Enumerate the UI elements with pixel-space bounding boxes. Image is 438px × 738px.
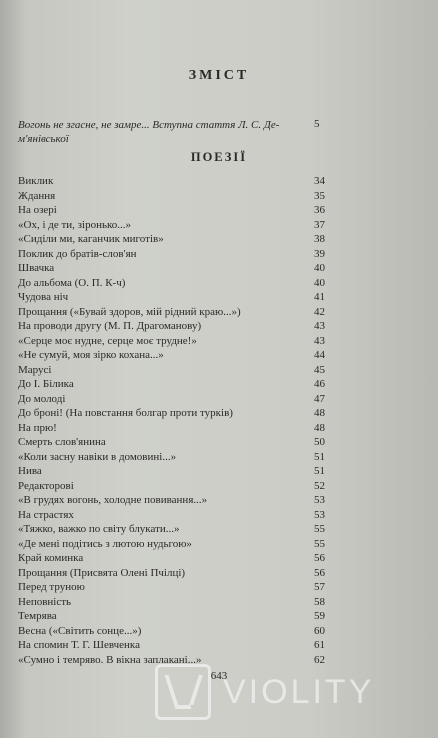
toc-row [18, 522, 338, 537]
toc-entry-title: Поклик до братів-слов'ян [18, 247, 137, 260]
toc-entry-title: Смерть слов'янина [18, 436, 106, 448]
toc-entry-title: Ждання [18, 189, 56, 202]
toc-row [18, 319, 338, 334]
toc-entry-page: 55 [314, 537, 325, 550]
toc-row [18, 276, 338, 291]
contents-heading: ЗМІСТ [188, 68, 250, 83]
toc-entry-page: 48 [314, 421, 325, 434]
toc-entry-page: 34 [314, 175, 325, 187]
toc-entry-title: На спомин Т. Г. Шевченка [18, 639, 140, 651]
toc-entry-title: Перед труною [18, 581, 85, 593]
toc-entry-page: 61 [314, 639, 325, 651]
toc-entry-title: «Ох, і де ти, зіронько...» [18, 218, 132, 231]
toc-entry-page: 58 [314, 595, 325, 608]
toc-row [18, 363, 338, 378]
toc-entry-title: На страстях [18, 508, 74, 521]
toc-entry-title: На озері [18, 204, 57, 216]
violity-logo-icon [155, 664, 211, 720]
toc-row [18, 203, 338, 218]
toc-entry-page: 36 [314, 204, 325, 216]
toc-entry-title: Чудова ніч [18, 291, 69, 303]
toc-row [18, 392, 338, 407]
toc-entry-page: 42 [314, 305, 325, 318]
intro-entry-page: 5 [314, 118, 320, 130]
toc-entry-title: «Коли засну навіки в домовині...» [18, 450, 177, 463]
toc-entry-page: 38 [314, 233, 325, 245]
toc-entry-page: 41 [314, 291, 325, 303]
toc-entry-page: 62 [314, 653, 325, 666]
toc-entry-page: 52 [314, 479, 325, 492]
toc-entry-page: 60 [314, 624, 325, 637]
watermark [155, 664, 374, 720]
toc-entry-page: 50 [314, 436, 325, 448]
toc-row [18, 421, 338, 436]
toc-entry-title: Редакторові [18, 479, 74, 492]
toc-entry-title: На проводи другу (М. П. Драгоманову) [18, 320, 202, 332]
toc-row [18, 624, 338, 639]
toc-entry-page: 56 [314, 566, 325, 579]
toc-entry-page: 56 [314, 552, 325, 564]
toc-row [18, 435, 338, 450]
intro-entry-title: Вогонь не згасне, не замре... Вступна стаття Л. С. Де-м'янівської [18, 119, 280, 145]
toc-entry-title: Прощання («Бувай здоров, мій рідний краю...») [18, 305, 241, 318]
page-number: 643 [210, 670, 228, 682]
toc-entry-page: 55 [314, 523, 325, 535]
toc-row [18, 334, 338, 349]
toc-entry-title: «Тяжко, важко по світу блукати...» [18, 523, 180, 535]
toc-row [18, 580, 338, 595]
toc-entry-title: Весна («Світить сонце...») [18, 624, 142, 637]
toc-entry-page: 37 [314, 218, 325, 231]
toc-entry-title: «В грудях вогонь, холодне повивання...» [18, 494, 208, 506]
toc-row [18, 189, 338, 204]
toc-row [18, 406, 338, 421]
toc-entry-page: 43 [314, 334, 325, 347]
toc-entry-page: 53 [314, 494, 325, 506]
toc-entry-title: «Не сумуй, моя зірко кохана...» [18, 349, 164, 361]
toc-row [18, 551, 338, 566]
toc-row [18, 261, 338, 276]
toc-entry-title: Швачка [18, 262, 55, 274]
toc-entry-title: До молоді [18, 392, 66, 405]
toc-row [18, 508, 338, 523]
toc-entry-title: Край коминка [18, 552, 84, 564]
toc-entry-page: 53 [314, 508, 325, 521]
toc-entry-page: 57 [314, 581, 325, 593]
toc-row [18, 377, 338, 392]
toc-entry-page: 47 [314, 392, 325, 405]
toc-row [18, 174, 338, 189]
toc-entry-page: 44 [314, 349, 325, 361]
toc-entry-page: 43 [314, 320, 325, 332]
toc-entry-page: 46 [314, 378, 325, 390]
toc-row [18, 247, 338, 262]
toc-row [18, 218, 338, 233]
toc-row [18, 479, 338, 494]
toc-entry-page: 48 [314, 407, 325, 419]
toc-row [18, 305, 338, 320]
toc-entry-title: «Де мені подітись з лютою нудьгою» [18, 537, 192, 550]
toc-row [18, 638, 338, 653]
toc-row [18, 537, 338, 552]
toc-entry-page: 39 [314, 247, 325, 260]
toc-entry-title: Марусі [18, 363, 52, 376]
toc-row [18, 566, 338, 581]
toc-entry-title: До альбома (О. П. К-ч) [18, 276, 126, 289]
toc-entry-title: «Сиділи ми, каганчик миготів» [18, 233, 164, 245]
toc-list [18, 174, 338, 667]
toc-entry-page: 51 [314, 465, 325, 477]
toc-entry-title: Нива [18, 465, 42, 477]
toc-entry-title: «Серце моє нудне, серце моє трудне!» [18, 334, 197, 347]
toc-row [18, 609, 338, 624]
toc-entry-title: До І. Білика [18, 378, 74, 390]
toc-row [18, 493, 338, 508]
toc-row [18, 232, 338, 247]
toc-entry-title: На прю! [18, 421, 57, 434]
toc-entry-page: 35 [314, 189, 325, 202]
toc-row [18, 595, 338, 610]
toc-entry-page: 40 [314, 262, 325, 274]
toc-row [18, 450, 338, 465]
toc-entry-title: «Сумно і темряво. В вікна заплакані...» [18, 653, 202, 666]
toc-row [18, 290, 338, 305]
toc-entry-title: Темрява [18, 610, 57, 622]
toc-entry-page: 45 [314, 363, 325, 376]
watermark-text: VIOLITY [223, 672, 375, 711]
toc-row [18, 464, 338, 479]
toc-entry-page: 51 [314, 450, 325, 463]
toc-row [18, 348, 338, 363]
toc-entry-page: 40 [314, 276, 325, 289]
toc-entry-title: Прощання (Присвята Олені Пчілці) [18, 566, 186, 579]
section-heading: ПОЕЗІЇ [190, 150, 248, 164]
toc-entry-title: Неповність [18, 595, 72, 608]
toc-entry-page: 59 [314, 610, 325, 622]
toc-entry-title: Виклик [18, 175, 54, 187]
toc-entry-title: До броні! (На повстання болгар проти турків) [18, 407, 233, 419]
